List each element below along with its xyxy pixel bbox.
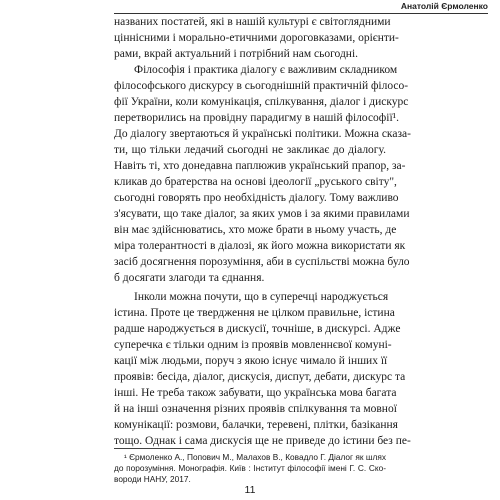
body-line: й на інші означення різних проявів спілкування та мовної [114,403,397,415]
body-line: Навіть ті, хто донедавна паплюжив український прапор, за- [114,160,406,172]
body-line: перетворились на провідну парадигму в нашій філософії¹. [114,112,399,124]
body-line: міра толерантності в діалозі, як його можна використати як [114,240,406,252]
body-line: кликав до братерства на основі ідеології „руського світу", [114,176,397,188]
page-number: 11 [244,484,256,496]
footnote-line: до порозуміння. Монографія. Київ : Інститут філософії імені Г. С. Ско- [114,463,386,473]
body-line: До діалогу звертаються й українські політики. Можна сказа- [114,128,411,140]
running-head-author: Анатолій Єрмоленко [400,1,488,11]
body-line: проявів: бесіда, діалог, дискусія, диспут, дебати, дискурс та [114,371,406,383]
body-line: засіб досягнення порозуміння, аби в суспільстві можна було [114,256,410,268]
footnote-line: вороди НАНУ, 2017. [114,474,191,484]
body-line: суперечка є тільки одним із проявів мовленнєвої комуні- [114,339,392,351]
body-line: рами, вкрай актуальний і потрібний нам сьогодні. [114,48,359,60]
footnote-line: ¹ Єрмоленко А., Попович М., Малахов В., Ковадло Г. Діалог як шлях [124,452,386,462]
body-line: Філософія і практика діалогу є важливим складником [134,64,398,76]
body-line: комунікації: розмови, балачки, теревені, плітки, базікання [114,419,398,431]
body-line: тощо. Однак і сама дискусія ще не приведе до істини без пе- [114,435,411,447]
body-line: фії України, коли комунікація, спілкування, діалог і дискурс [114,96,409,108]
body-line: він має здійснюватись, хто може брати в ньому участь, де [114,224,397,236]
body-line: названих постатей, які в нашій культурі є світоглядними [114,16,391,28]
body-line: радше народжується в дискусії, точніше, в дискурсі. Адже [114,323,401,335]
body-line: філософського дискурсу в сьогоднішній практичній філосо- [114,80,409,92]
body-line: б досягати злагоди та єднання. [114,272,265,284]
body-line: з'ясувати, що таке діалог, за яких умов і за якими правилами [114,208,410,220]
body-line: істина. Проте це твердження не цілком правильне, істина [114,307,395,319]
body-line: інші. Не треба також забувати, що українська мова багата [114,387,397,399]
body-line: кації між людьми, поруч з якою існує чимало й інших її [114,355,388,367]
footnote-rule [114,448,194,449]
body-line: ціннісними і морально-етичними дороговказами, орієнти- [114,32,399,44]
body-line: ти, що тільки ледачий сьогодні не закликає до діалогу. [114,144,386,156]
body-line: Інколи можна почути, що в суперечці народжується [134,291,389,303]
body-line: сьогодні говорять про необхідність діалогу. Тому важливо [114,192,399,204]
